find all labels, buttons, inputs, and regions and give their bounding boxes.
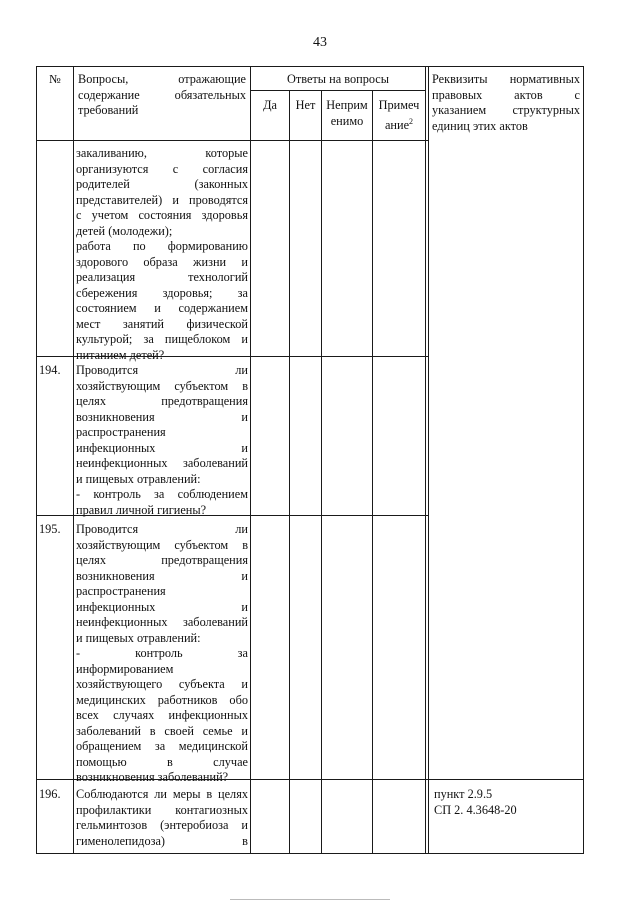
question-text-194: Проводится ли хозяйствующим субъектом в целях предотвращения возникновения и распространения инфекционных и неинфекционных заболеваний и пищевых отравлений: - контроль за соблюдением правил личной гигиены? [76, 363, 248, 517]
table-border-right [583, 66, 584, 854]
header-answers: Ответы на вопросы [286, 72, 390, 86]
question-text-continuation: закаливанию, которые организуются с согласия родителей (законных представителей) и проводятся с учетом состояния здоровья детей (молодежи); работа по формированию здорового образа жизни и реализация технологий сбережения здоровья; за состоянием и содержанием мест занятий физической культурой; за пищеблоком и питанием детей? [76, 146, 248, 362]
header-bottom-line [36, 140, 428, 141]
table-border-bottom [36, 853, 584, 854]
col-divider-yes [289, 90, 290, 854]
col-divider-refs [428, 66, 429, 854]
col-divider-note [425, 66, 426, 854]
page-number: 43 [313, 35, 327, 50]
header-question: Вопросы, отражающие содержание обязательных требований [78, 72, 246, 117]
col-divider-question [250, 66, 251, 854]
col-divider-no [321, 90, 322, 854]
row-number-196: 196. [39, 787, 61, 801]
row-number-195: 195. [39, 522, 61, 536]
header-note: Примеч ание$^2$ [378, 98, 420, 132]
header-not-applicable: Неприм енимо [326, 98, 368, 128]
col-divider-na [372, 90, 373, 854]
row-number-194: 194. [39, 363, 61, 377]
checklist-table [36, 66, 584, 854]
table-border-top [36, 66, 584, 67]
answers-subheader-line [250, 90, 425, 91]
reference-196: пункт 2.9.5 СП 2. 4.3648-20 [434, 787, 517, 817]
question-text-195: Проводится ли хозяйствующим субъектом в целях предотвращения возникновения и распространения инфекционных и неинфекционных заболеваний и пищевых отравлений: - контроль за информированием хозяйствующего субъекта и медицинских работников обо всех случаях инфекционных заболеваний в своей семье и обращением за медицинской помощью в случае возникновения заболеваний? [76, 522, 248, 784]
header-yes: Да [263, 98, 277, 112]
header-references: Реквизиты нормативных правовых актов с указанием структурных единиц этих актов [432, 72, 580, 133]
col-divider-num [73, 66, 74, 854]
table-border-left [36, 66, 37, 854]
question-text-196: Соблюдаются ли меры в целях профилактики контагиозных гельминтозов (энтеробиоза и гименолепидоза) в [76, 787, 248, 848]
scan-artifact [230, 899, 390, 900]
header-no: Нет [295, 98, 316, 112]
header-number: № [49, 72, 61, 86]
